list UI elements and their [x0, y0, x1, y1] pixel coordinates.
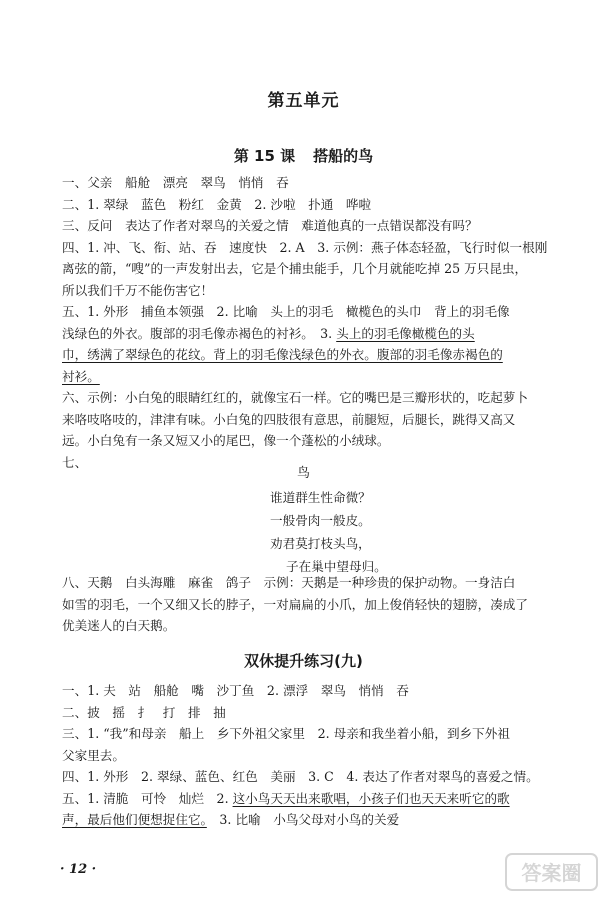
watermark-logo [504, 850, 599, 894]
answer-line: 父家里去。 [62, 747, 125, 763]
page-number: · 12 · [60, 862, 97, 877]
lesson-name: 搭船的鸟 [313, 147, 374, 165]
answer-text: 浅绿色的外衣。腹部的羽毛像赤褐色的衬衫。 3. [62, 325, 337, 341]
answer-line: 二、1. 翠绿 蓝色 粉红 金黄 2. 沙啦 扑通 哗啦 [62, 196, 372, 212]
lesson-15-q8 [62, 572, 602, 637]
poem-line: 劝君莫打枝头鸟， [270, 536, 371, 551]
answer-line: 四、1. 冲、飞、衔、站、吞 速度快 2. A 3. 示例：燕子体态轻盈，飞行时似一根刚 [62, 239, 548, 255]
poem [270, 486, 387, 578]
answer-text: 3. 比喻 小鸟父母对小鸟的关爱 [206, 812, 400, 827]
answer-line: 如雪的羽毛，一个又细又长的脖子，一对扁扁的小爪，加上俊俏轻快的翅膀，凑成了 [62, 596, 528, 612]
answer-line: 七、 [62, 454, 88, 470]
answer-line [62, 809, 602, 831]
answer-line [62, 788, 602, 810]
answer-line: 三、反问 表达了作者对翠鸟的关爱之情 难道他真的一点错误都没有吗？ [62, 218, 478, 233]
answer-line [62, 323, 602, 345]
underlined-answer: 这小鸟天天出来歌唱，小孩子们也天天来听它的歌 [232, 790, 510, 806]
answer-line: 一、1. 夫 站 船舱 嘴 沙丁鱼 2. 漂浮 翠鸟 悄悄 吞 [62, 683, 409, 698]
answer-line: 所以我们千万不能伤害它！ [62, 282, 214, 298]
answer-line: 远。小白兔有一条又短又小的尾巴，像一个蓬松的小绒球。 [62, 433, 390, 448]
answer-line: 八、天鹅 白头海雕 麻雀 鸽子 示例：天鹅是一种珍贵的保护动物。一身洁白 [62, 575, 516, 590]
answer-text: 五、1. 清脆 可怜 灿烂 2. [62, 790, 233, 806]
svg-text:答案圈: 答案圈 [521, 861, 582, 885]
lesson-15-answers [62, 172, 602, 473]
answer-line: 五、1. 外形 捕鱼本领强 2. 比喻 头上的羽毛 橄榄色的头巾 背上的羽毛像 [62, 304, 510, 319]
underlined-answer: 声，最后他们便想捉住它。 [62, 812, 207, 827]
drill-answers [62, 680, 602, 831]
lesson-number: 第 15 课 [233, 147, 296, 165]
lesson-15-title [0, 145, 607, 166]
answer-line: 离弦的箭，“嗖”的一声发射出去，它是个捕虫能手，几个月就能吃掉 25 万只昆虫， [62, 261, 528, 276]
answer-line: 四、1. 外形 2. 翠绿、蓝色、红色 美丽 3. C 4. 表达了作者对翠鸟的喜爱之情。 [62, 769, 539, 784]
poem-line: 谁道群生性命微？ [270, 490, 371, 505]
answer-line: 二、披 摇 扌 打 排 抽 [62, 704, 226, 720]
answer-line: 一、父亲 船舱 漂亮 翠鸟 悄悄 吞 [62, 175, 289, 190]
poem-title: 鸟 [296, 466, 310, 481]
underlined-answer: 头上的羽毛像橄榄色的头 [336, 325, 475, 341]
underlined-answer: 巾，绣满了翠绿色的花纹。背上的羽毛像浅绿色的外衣。腹部的羽毛像赤褐色的 [62, 347, 503, 362]
answer-line: 来咯吱咯吱的，津津有味。小白兔的四肢很有意思，前腿短，后腿长，跳得又高又 [62, 411, 516, 427]
poem-line: 子在巢中望母归。 [286, 559, 387, 574]
answer-line: 六、示例：小白兔的眼睛红红的，就像宝石一样。它的嘴巴是三瓣形状的，吃起萝卜 [62, 390, 528, 405]
underlined-answer: 衬衫。 [62, 368, 100, 384]
unit-title: 第五单元 [267, 91, 340, 111]
drill-title: 双休提升练习(九) [244, 652, 363, 670]
answer-line: 优美迷人的白天鹅。 [62, 618, 176, 633]
answer-line: 三、1. “我”和母亲 船上 乡下外祖父家里 2. 母亲和我坐着小船，到乡下外祖 [62, 726, 510, 741]
poem-line: 一般骨肉一般皮。 [270, 513, 371, 528]
